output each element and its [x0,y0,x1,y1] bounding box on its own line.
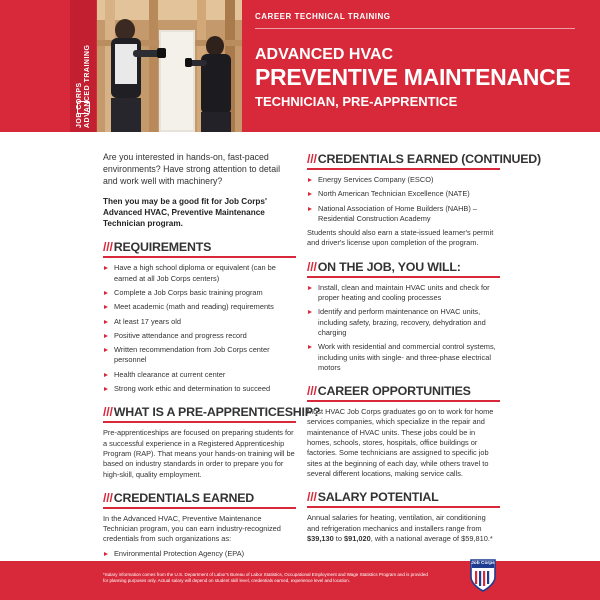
pre-apprenticeship-title: WHAT IS A PRE-APPRENTICESHIP? [113,405,321,420]
list-item: Have a high school diploma or equivalent (can be earned at all Job Corps centers) [103,263,296,284]
header-divider [255,28,575,29]
slash-mark: /// [103,405,113,420]
salary-title: SALARY POTENTIAL [317,490,439,505]
section-divider [103,421,296,423]
on-the-job-list [307,283,500,373]
list-item: Positive attendance and progress record [103,331,296,341]
slash-mark: /// [103,240,113,255]
list-item: North American Technician Excellence (NATE) [307,189,500,199]
right-column [307,152,541,548]
salary-body-end: , with a national average of $59,810.* [370,533,493,543]
career-section [307,384,500,479]
slash-mark: /// [103,490,113,505]
on-the-job-section [307,260,500,373]
credentials-continued-title: CREDENTIALS EARNED (CONTINUED) [317,152,541,166]
section-title [307,260,500,274]
list-item: Identify and perform maintenance on HVAC units, including safety, brazing, recovery, dehydration and charging [307,307,500,338]
side-brand-line2: ADVANCED TRAINING [84,44,91,128]
slash-mark: /// [307,384,317,399]
side-brand-line1: JOB CORPS [76,82,83,128]
credentials-body: In the Advanced HVAC, Preventive Maintenance Technician program, you can earn industry-recognized credentials from such organizations as: [103,513,281,544]
section-divider [307,276,500,278]
pre-apprenticeship-body: Pre-apprenticeships are focused on preparing students for a successful experience in a Registered Apprenticeship Program (RAP). That means your hands-on training will be based on industry standards in order to prepare you for high-skill, quality employment. [103,428,295,479]
section-title [307,152,541,166]
list-item: Meet academic (math and reading) requirements [103,302,296,312]
page-subtitle: TECHNICIAN, PRE-APPRENTICE [255,94,458,109]
requirements-list [103,263,296,394]
list-item: Written recommendation from Job Corps center personnel [103,345,296,366]
salary-to: to [333,533,344,543]
job-corps-logo-text: Job Corps [471,561,495,566]
list-item: At least 17 years old [103,317,296,327]
list-item: Environmental Protection Agency (EPA) [103,549,296,559]
salary-low: $39,130 [307,533,334,543]
requirements-section [103,240,296,394]
list-item: Health clearance at current center [103,370,296,380]
list-item: Work with residential and commercial control systems, including units with single- and three-phase electrical motors [307,342,500,373]
section-title [307,490,500,504]
slash-mark: /// [307,259,317,274]
list-item: National Association of Home Builders (NAHB) – Residential Construction Academy [307,204,500,225]
salary-footnote: *Salary information comes from the U.S. Department of Labor's Bureau of Labor Statistics, Occupational Employment and Wage Statistics Program and is provided for planning purposes only. Actual salary will depend on student skill level, credentials earned, experience level and location. [103,572,428,583]
list-item: Strong work ethic and determination to succeed [103,384,296,394]
hero-photo [97,0,242,132]
section-title [103,240,296,254]
page-title-line2: PREVENTIVE MAINTENANCE [255,64,571,90]
section-divider [307,400,500,402]
intro-fit: Then you may be a good fit for Job Corps' Advanced HVAC, Preventive Maintenance Technician program. [103,197,267,229]
page-title-line1: ADVANCED HVAC [255,46,394,63]
section-title [103,405,321,420]
slash-mark: /// [307,490,317,505]
section-divider [103,507,296,509]
credentials-continued-section [307,152,541,249]
on-the-job-title: ON THE JOB, YOU WILL: [317,259,461,274]
credentials-note: Students should also earn a state-issued learner's permit and driver's license upon completion of the program. [307,228,494,248]
career-body: Most HVAC Job Corps graduates go on to work for home services companies, which specialize in the repair and maintenance of HVAC units. These jobs could be in homes, schools, stores, hospitals, office buildings or factories. Some technicians are assigned to specific job sites at the beginning of each day, while others travel to several different locations, making service calls. [307,407,494,478]
section-divider [103,256,296,258]
requirements-title: REQUIREMENTS [113,240,212,255]
salary-body [307,513,500,544]
job-corps-mark-icon [77,101,90,114]
salary-high: $91,020 [344,533,371,543]
credentials-title: CREDENTIALS EARNED [113,490,255,505]
slash-mark: /// [307,152,317,166]
credentials-continued-list [307,175,500,224]
section-title [307,384,500,398]
salary-body-start: Annual salaries for heating, ventilation, air conditioning and refrigeration mechanics and installers range from [307,513,486,533]
list-item: Complete a Job Corps basic training program [103,288,296,298]
salary-section [307,490,500,544]
header-kicker: CAREER TECHNICAL TRAINING [255,12,391,21]
technicians-at-work-image [97,0,242,132]
section-divider [307,168,500,170]
section-title [103,491,296,505]
pre-apprenticeship-section [103,405,321,479]
list-item: Install, clean and maintain HVAC units and check for proper heating and cooling processes [307,283,500,304]
intro-question: Are you interested in hands-on, fast-paced environments? Have strong attention to detail and work well with machinery? [103,152,281,186]
list-item: Energy Services Company (ESCO) [307,175,500,185]
section-divider [307,506,500,508]
career-title: CAREER OPPORTUNITIES [317,384,471,399]
